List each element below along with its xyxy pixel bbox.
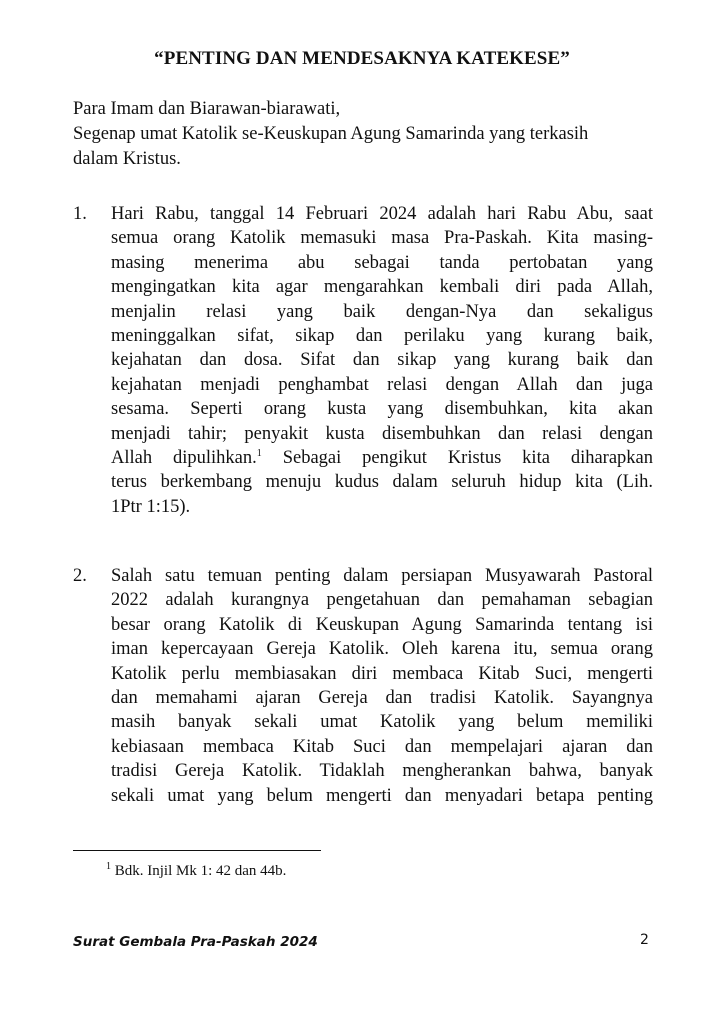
paragraph-line: 1Ptr 1:15). [111, 496, 191, 517]
paragraph-line: sekali umat yang belum mengerti dan menyadari betapa penting [111, 785, 653, 806]
footnote [106, 863, 286, 880]
paragraph-line: menjalin relasi yang baik dengan-Nya dan sekaligus [111, 301, 653, 322]
paragraph-line [111, 446, 653, 470]
paragraph-line: tradisi Gereja Katolik. Tidaklah mengherankan bahwa, banyak [111, 761, 653, 782]
salutation [73, 97, 663, 172]
document-title: “PENTING DAN MENDESAKNYA KATEKESE” [154, 48, 570, 69]
paragraph-line: Hari Rabu, tanggal 14 Februari 2024 adalah hari Rabu Abu, saat [111, 204, 653, 224]
paragraph-line: kejahatan menjadi penghambat relasi dengan Allah dan juga [111, 374, 653, 395]
footnote-divider [73, 850, 321, 851]
paragraph-line: kebiasaan membaca Kitab Suci dan mempelajari ajaran dan [111, 736, 653, 757]
paragraph-line: Salah satu temuan penting dalam persiapan Musyawarah Pastoral [111, 566, 653, 586]
salutation-line: dalam Kristus. [73, 149, 181, 169]
item-body [111, 202, 653, 519]
paragraph-fragment: Allah dipulihkan. [111, 448, 257, 469]
item-body [111, 564, 653, 808]
salutation-line: Para Imam dan Biarawan-biarawati, [73, 99, 341, 119]
paragraph-line: menjadi tahir; penyakit kusta disembuhkan dan relasi dengan [111, 423, 653, 444]
paragraph-line: kejahatan dan dosa. Sifat dan sikap yang kurang baik dan [111, 350, 653, 371]
paragraph-line: semua orang Katolik memasuki masa Pra-Paskah. Kita masing- [111, 228, 653, 249]
paragraph-line: terus berkembang menuju kudus dalam seluruh hidup kita (Lih. [111, 472, 653, 493]
footnote-reference[interactable]: 1 [256, 447, 262, 459]
paragraph-line: 2022 adalah kurangnya pengetahuan dan pemahaman sebagian [111, 590, 653, 611]
paragraph-line: Katolik perlu membiasakan diri membaca Kitab Suci, mengerti [111, 663, 653, 684]
paragraph-line: iman kepercayaan Gereja Katolik. Oleh karena itu, semua orang [111, 639, 653, 660]
paragraph-line: meninggalkan sifat, sikap dan perilaku yang kurang baik, [111, 326, 653, 347]
paragraph-line: besar orang Katolik di Keuskupan Agung Samarinda tentang isi [111, 614, 653, 635]
list-item-1 [73, 202, 663, 519]
paragraph-line: sesama. Seperti orang kusta yang disembuhkan, kita akan [111, 399, 653, 420]
footer-title: Surat Gembala Pra-Paskah 2024 [73, 934, 318, 950]
footnote-text: Bdk. Injil Mk 1: 42 dan 44b. [114, 863, 287, 879]
item-number: 2. [73, 566, 87, 586]
item-number: 1. [73, 204, 87, 224]
paragraph-line: masih banyak sekali umat Katolik yang belum memiliki [111, 712, 653, 733]
paragraph-line: dan memahami ajaran Gereja dan tradisi Katolik. Sayangnya [111, 688, 653, 709]
list-item-2 [73, 564, 663, 808]
footnote-marker: 1 [106, 861, 111, 872]
salutation-line: Segenap umat Katolik se-Keuskupan Agung Samarinda yang terkasih [73, 124, 589, 144]
paragraph-fragment: Sebagai pengikut Kristus kita diharapkan [282, 448, 654, 469]
paragraph-line: mengingatkan kita agar mengarahkan kembali diri pada Allah, [111, 277, 653, 298]
page-number: 2 [640, 932, 649, 948]
paragraph-line: masing menerima abu sebagai tanda pertobatan yang [111, 252, 653, 273]
